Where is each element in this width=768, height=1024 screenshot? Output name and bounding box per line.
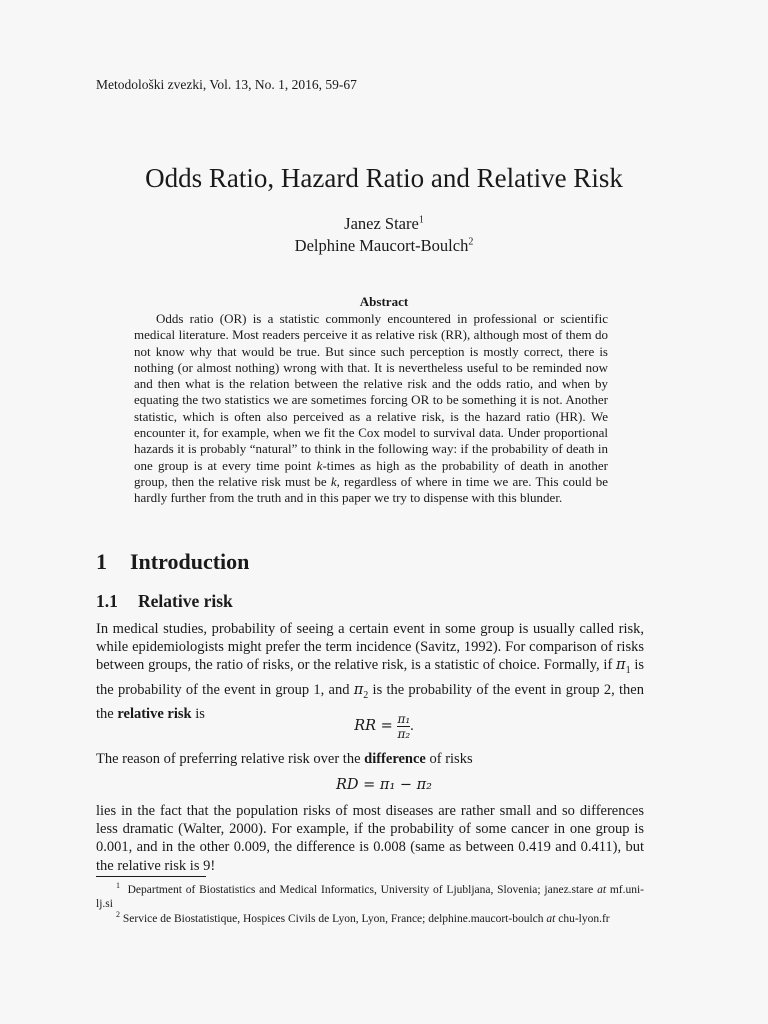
paragraph-text: lies in the fact that the population risks of most diseases are rather small and so differences less dramatic (Walter, 2000). For example, if the probability of some cancer in one group is 0.001, and in the other 0.009, the difference is 0.008 (same as between 0.419 and 0.411), but the relative risk is 9! <box>96 803 644 874</box>
footnote-text: Department of Biostatistics and Medical Informatics, University of Ljubljana, Slovenia; janez.stare <box>127 883 598 896</box>
paragraph-text: is the probability of the event in group 1, and <box>96 657 645 698</box>
footnote-text: mf.uni-lj.si <box>96 883 644 911</box>
section-heading <box>96 549 249 575</box>
footnote-1 <box>96 879 644 912</box>
abstract-text: -times as high as the probability of death in another group, then the relative risk must be <box>134 457 609 489</box>
equation-rr <box>0 712 768 741</box>
author-footnote-mark: 2 <box>468 236 474 248</box>
paragraph-2 <box>96 750 644 768</box>
paragraph-text: is <box>191 705 205 722</box>
abstract-body <box>134 311 608 507</box>
bold-term: relative risk <box>117 705 192 722</box>
abstract-heading: Abstract <box>359 294 409 309</box>
math-subscript: 2 <box>363 689 369 701</box>
equation-period: . <box>410 717 414 734</box>
running-head: Metodološki zvezki, Vol. 13, No. 1, 2016, 59-67 <box>96 77 357 92</box>
subsection-heading <box>96 591 233 612</box>
author-name: Delphine Maucort-Boulch <box>294 236 469 255</box>
author-footnote-mark: 1 <box>418 214 424 226</box>
author-2 <box>0 236 768 256</box>
footnote-rule <box>96 876 206 877</box>
equation-text: RD = π₁ − π₂ <box>336 777 432 793</box>
math-pi: π <box>616 657 626 674</box>
subsection-title: Relative risk <box>138 591 233 611</box>
abstract-k: k <box>330 473 337 489</box>
section-number: 1 <box>96 549 107 574</box>
paragraph-1 <box>96 620 644 723</box>
bold-term: difference <box>364 751 426 767</box>
paragraph-text: In medical studies, probability of seeing a certain event in some group is usually called risk, while epidemiologists might prefer the term incidence (Savitz, 1992). For comparison of risks between groups, the ratio of risks, or the relative risk, is a statistic of choice. Formally, if <box>96 621 644 674</box>
footnote-text: Service de Biostatistique, Hospices Civils de Lyon, Lyon, France; delphine.maucort-boulch <box>122 912 547 925</box>
footnote-mark: 1 <box>116 881 120 890</box>
abstract-text: , regardless of where in time we are. This could be hardly further from the truth and in this paper we try to dispense with this blunder. <box>134 473 608 506</box>
paper-title: Odds Ratio, Hazard Ratio and Relative Risk <box>145 163 623 193</box>
footnote-2 <box>96 908 644 926</box>
abstract-text: Odds ratio (OR) is a statistic commonly encountered in professional or scientific medical literature. Most readers perceive it as relative risk (RR), although most of them do not know why that would be true. But since such perception is mostly correct, there is nothing (or almost nothing) wrong with that. It is nevertheless useful to be reminded now and then what is the relation between the relative risk and the odds ratio, and when by equating the two statistics we are sometimes forcing OR to be something it is not. Another statistic, which is often also perceived as a relative risk, is the hazard ratio (HR). We encounter it, for example, when we fit the Cox model to survival data. Under proportional hazards it is probably “natural” to think in the following way: if the probability of death in one group is at every time point <box>134 311 608 473</box>
section-title: Introduction <box>130 549 250 574</box>
author-1 <box>0 214 768 234</box>
fraction-numerator: π₁ <box>397 712 411 726</box>
math-pi: π <box>353 681 364 698</box>
paragraph-text: is the probability of the event in group 2, then the <box>96 681 644 722</box>
footnote-at: at <box>546 912 556 925</box>
abstract-k: k <box>316 457 323 473</box>
fraction-denominator: π₂ <box>397 727 411 741</box>
math-subscript: 1 <box>625 665 631 677</box>
paragraph-3 <box>96 802 644 875</box>
paragraph-text: The reason of preferring relative risk over the <box>96 751 365 767</box>
equation-lhs: RR = <box>354 717 398 734</box>
fraction <box>397 712 410 741</box>
paragraph-text: of risks <box>425 751 473 767</box>
subsection-number: 1.1 <box>96 591 118 611</box>
footnote-mark: 2 <box>116 910 120 919</box>
footnote-text: chu-lyon.fr <box>555 912 610 925</box>
equation-rd <box>0 777 768 794</box>
footnote-at: at <box>597 883 607 896</box>
author-name: Janez Stare <box>344 214 419 233</box>
